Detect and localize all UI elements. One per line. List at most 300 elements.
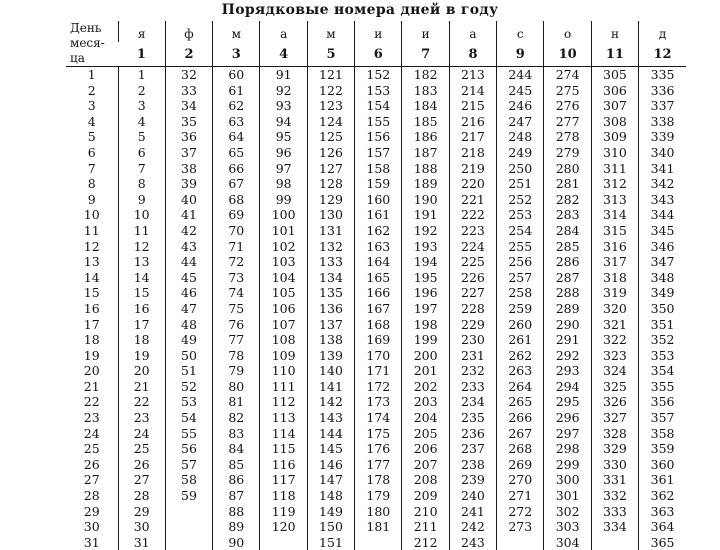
day-number-cell: 264 xyxy=(497,379,544,395)
day-number-cell: 231 xyxy=(449,348,496,364)
day-number-cell: 216 xyxy=(449,114,496,130)
day-number-cell: 12 xyxy=(118,239,165,255)
day-number-cell: 301 xyxy=(544,488,591,504)
day-number-cell: 327 xyxy=(591,410,638,426)
day-number-cell: 66 xyxy=(213,161,260,177)
day-number-cell: 126 xyxy=(307,145,354,161)
day-number-cell: 315 xyxy=(591,223,638,239)
day-of-month-cell: 7 xyxy=(66,161,118,177)
day-of-month-cell: 14 xyxy=(66,270,118,286)
month-letter: и xyxy=(402,21,449,42)
day-number-cell: 325 xyxy=(591,379,638,395)
day-number-cell: 141 xyxy=(307,379,354,395)
day-number-cell: 129 xyxy=(307,192,354,208)
day-number-cell: 336 xyxy=(639,83,686,99)
day-number-cell: 148 xyxy=(307,488,354,504)
day-number-cell: 252 xyxy=(497,192,544,208)
day-number-cell: 88 xyxy=(213,504,260,520)
day-number-cell: 31 xyxy=(118,535,165,550)
day-number-cell: 334 xyxy=(591,519,638,535)
day-number-cell: 287 xyxy=(544,270,591,286)
day-number-cell: 269 xyxy=(497,457,544,473)
day-number-cell: 358 xyxy=(639,426,686,442)
day-number-cell: 97 xyxy=(260,161,307,177)
day-number-cell: 226 xyxy=(449,270,496,286)
day-number-cell: 282 xyxy=(544,192,591,208)
day-number-cell: 363 xyxy=(639,504,686,520)
day-number-cell xyxy=(165,535,212,550)
day-number-cell: 8 xyxy=(118,176,165,192)
day-number-cell: 211 xyxy=(402,519,449,535)
day-number-cell: 98 xyxy=(260,176,307,192)
day-number-cell: 265 xyxy=(497,394,544,410)
day-number-cell: 330 xyxy=(591,457,638,473)
day-number-cell: 202 xyxy=(402,379,449,395)
day-number-cell: 101 xyxy=(260,223,307,239)
day-number-cell: 304 xyxy=(544,535,591,550)
day-of-month-cell: 6 xyxy=(66,145,118,161)
day-number-cell: 26 xyxy=(118,457,165,473)
day-number-cell: 191 xyxy=(402,207,449,223)
day-number-cell: 82 xyxy=(213,410,260,426)
day-number-cell: 267 xyxy=(497,426,544,442)
day-number-cell: 300 xyxy=(544,472,591,488)
day-number-cell: 27 xyxy=(118,472,165,488)
month-letter: и xyxy=(355,21,402,42)
day-number-cell: 203 xyxy=(402,394,449,410)
day-number-cell: 228 xyxy=(449,301,496,317)
day-number-cell: 120 xyxy=(260,519,307,535)
header-row-letters xyxy=(66,21,686,42)
day-number-cell: 189 xyxy=(402,176,449,192)
month-number: 8 xyxy=(449,42,496,67)
day-number-cell: 260 xyxy=(497,317,544,333)
day-number-cell: 119 xyxy=(260,504,307,520)
day-of-month-cell: 20 xyxy=(66,363,118,379)
day-number-cell: 149 xyxy=(307,504,354,520)
day-number-cell: 364 xyxy=(639,519,686,535)
day-number-cell: 153 xyxy=(355,83,402,99)
day-number-cell: 200 xyxy=(402,348,449,364)
month-letter: а xyxy=(260,21,307,42)
day-number-cell: 135 xyxy=(307,285,354,301)
day-number-cell: 130 xyxy=(307,207,354,223)
day-number-cell: 258 xyxy=(497,285,544,301)
day-of-month-cell: 15 xyxy=(66,285,118,301)
day-number-cell: 124 xyxy=(307,114,354,130)
day-number-cell: 77 xyxy=(213,332,260,348)
day-number-cell: 41 xyxy=(165,207,212,223)
day-of-month-cell: 18 xyxy=(66,332,118,348)
day-number-cell: 22 xyxy=(118,394,165,410)
day-number-cell: 154 xyxy=(355,98,402,114)
day-number-cell: 281 xyxy=(544,176,591,192)
header-row-numbers xyxy=(66,42,686,67)
day-number-cell: 243 xyxy=(449,535,496,550)
table-row xyxy=(66,223,686,239)
day-number-cell: 165 xyxy=(355,270,402,286)
day-number-cell: 213 xyxy=(449,67,496,83)
day-number-cell: 344 xyxy=(639,207,686,223)
day-number-cell: 355 xyxy=(639,379,686,395)
day-of-month-cell: 16 xyxy=(66,301,118,317)
table-row xyxy=(66,410,686,426)
day-number-cell: 69 xyxy=(213,207,260,223)
day-number-cell: 230 xyxy=(449,332,496,348)
day-number-cell: 68 xyxy=(213,192,260,208)
day-number-cell xyxy=(165,519,212,535)
day-number-cell: 240 xyxy=(449,488,496,504)
day-number-cell: 81 xyxy=(213,394,260,410)
day-number-cell: 210 xyxy=(402,504,449,520)
day-number-cell: 299 xyxy=(544,457,591,473)
day-number-cell: 6 xyxy=(118,145,165,161)
day-number-cell: 262 xyxy=(497,348,544,364)
day-of-month-cell: 8 xyxy=(66,176,118,192)
day-number-cell: 16 xyxy=(118,301,165,317)
day-number-cell xyxy=(591,535,638,550)
day-number-cell: 318 xyxy=(591,270,638,286)
day-number-cell: 311 xyxy=(591,161,638,177)
day-number-cell: 67 xyxy=(213,176,260,192)
day-number-cell: 356 xyxy=(639,394,686,410)
day-number-cell: 103 xyxy=(260,254,307,270)
day-number-cell: 65 xyxy=(213,145,260,161)
day-number-cell: 58 xyxy=(165,472,212,488)
day-number-cell: 151 xyxy=(307,535,354,550)
day-number-cell: 184 xyxy=(402,98,449,114)
month-number: 2 xyxy=(165,42,212,67)
day-number-cell: 329 xyxy=(591,441,638,457)
day-number-cell: 2 xyxy=(118,83,165,99)
day-number-cell: 4 xyxy=(118,114,165,130)
table-row xyxy=(66,285,686,301)
corner-header: День меся-ца xyxy=(66,21,118,67)
day-number-cell: 313 xyxy=(591,192,638,208)
day-number-cell: 286 xyxy=(544,254,591,270)
day-number-cell: 308 xyxy=(591,114,638,130)
day-number-cell: 43 xyxy=(165,239,212,255)
day-of-month-cell: 10 xyxy=(66,207,118,223)
day-number-cell: 59 xyxy=(165,488,212,504)
day-number-cell: 14 xyxy=(118,270,165,286)
day-of-month-cell: 5 xyxy=(66,129,118,145)
day-number-cell: 190 xyxy=(402,192,449,208)
day-number-cell: 275 xyxy=(544,83,591,99)
day-number-cell: 198 xyxy=(402,317,449,333)
day-number-cell: 204 xyxy=(402,410,449,426)
day-number-cell: 118 xyxy=(260,488,307,504)
day-number-cell: 83 xyxy=(213,426,260,442)
month-number: 10 xyxy=(544,42,591,67)
day-number-cell: 54 xyxy=(165,410,212,426)
day-number-cell: 338 xyxy=(639,114,686,130)
month-number: 12 xyxy=(639,42,686,67)
day-number-cell: 140 xyxy=(307,363,354,379)
day-number-cell: 35 xyxy=(165,114,212,130)
table-row xyxy=(66,535,686,550)
day-number-cell: 109 xyxy=(260,348,307,364)
day-number-cell: 326 xyxy=(591,394,638,410)
day-number-cell: 283 xyxy=(544,207,591,223)
day-number-cell: 9 xyxy=(118,192,165,208)
day-number-cell: 353 xyxy=(639,348,686,364)
day-number-cell: 279 xyxy=(544,145,591,161)
day-number-cell: 256 xyxy=(497,254,544,270)
day-number-cell: 352 xyxy=(639,332,686,348)
day-number-cell: 296 xyxy=(544,410,591,426)
day-number-cell: 144 xyxy=(307,426,354,442)
day-number-cell: 247 xyxy=(497,114,544,130)
day-number-cell: 125 xyxy=(307,129,354,145)
day-number-cell: 237 xyxy=(449,441,496,457)
day-number-cell: 182 xyxy=(402,67,449,83)
day-number-cell: 332 xyxy=(591,488,638,504)
table-row xyxy=(66,363,686,379)
day-number-cell: 139 xyxy=(307,348,354,364)
day-number-cell: 11 xyxy=(118,223,165,239)
day-number-cell: 298 xyxy=(544,441,591,457)
day-number-cell: 193 xyxy=(402,239,449,255)
table-row xyxy=(66,98,686,114)
table-row xyxy=(66,239,686,255)
table-row xyxy=(66,176,686,192)
day-number-cell: 312 xyxy=(591,176,638,192)
table-row xyxy=(66,145,686,161)
day-number-cell: 295 xyxy=(544,394,591,410)
day-number-cell: 107 xyxy=(260,317,307,333)
day-number-cell: 276 xyxy=(544,98,591,114)
day-number-cell: 20 xyxy=(118,363,165,379)
day-number-cell: 208 xyxy=(402,472,449,488)
day-number-cell: 289 xyxy=(544,301,591,317)
table-row xyxy=(66,192,686,208)
day-number-cell: 49 xyxy=(165,332,212,348)
day-number-cell: 64 xyxy=(213,129,260,145)
day-number-cell: 245 xyxy=(497,83,544,99)
day-of-month-cell: 17 xyxy=(66,317,118,333)
day-number-cell: 158 xyxy=(355,161,402,177)
day-of-month-cell: 27 xyxy=(66,472,118,488)
day-number-cell: 297 xyxy=(544,426,591,442)
day-number-cell: 34 xyxy=(165,98,212,114)
day-number-cell: 263 xyxy=(497,363,544,379)
day-number-cell: 322 xyxy=(591,332,638,348)
day-number-cell: 108 xyxy=(260,332,307,348)
day-number-cell: 192 xyxy=(402,223,449,239)
day-number-cell: 225 xyxy=(449,254,496,270)
day-number-cell: 246 xyxy=(497,98,544,114)
day-number-cell: 23 xyxy=(118,410,165,426)
day-number-cell: 234 xyxy=(449,394,496,410)
day-number-cell: 360 xyxy=(639,457,686,473)
month-number: 7 xyxy=(402,42,449,67)
month-letter: м xyxy=(307,21,354,42)
day-of-month-cell: 13 xyxy=(66,254,118,270)
day-number-cell: 110 xyxy=(260,363,307,379)
day-number-cell: 164 xyxy=(355,254,402,270)
day-of-month-cell: 31 xyxy=(66,535,118,550)
month-letter: н xyxy=(591,21,638,42)
day-number-cell: 80 xyxy=(213,379,260,395)
day-number-cell: 45 xyxy=(165,270,212,286)
day-number-cell: 207 xyxy=(402,457,449,473)
day-number-cell: 13 xyxy=(118,254,165,270)
day-number-cell: 324 xyxy=(591,363,638,379)
day-number-cell: 232 xyxy=(449,363,496,379)
day-number-cell: 277 xyxy=(544,114,591,130)
day-number-cell: 162 xyxy=(355,223,402,239)
table-row xyxy=(66,488,686,504)
table-row xyxy=(66,504,686,520)
day-number-cell: 288 xyxy=(544,285,591,301)
day-number-cell: 206 xyxy=(402,441,449,457)
day-number-cell: 99 xyxy=(260,192,307,208)
month-letter: я xyxy=(118,21,165,42)
day-number-cell: 285 xyxy=(544,239,591,255)
day-number-cell: 106 xyxy=(260,301,307,317)
day-number-cell: 36 xyxy=(165,129,212,145)
day-of-month-cell: 3 xyxy=(66,98,118,114)
day-number-cell: 172 xyxy=(355,379,402,395)
day-number-cell: 177 xyxy=(355,457,402,473)
day-number-cell: 112 xyxy=(260,394,307,410)
day-number-cell: 291 xyxy=(544,332,591,348)
day-number-cell: 233 xyxy=(449,379,496,395)
day-number-cell: 253 xyxy=(497,207,544,223)
day-number-cell: 115 xyxy=(260,441,307,457)
day-number-cell: 157 xyxy=(355,145,402,161)
day-number-cell: 30 xyxy=(118,519,165,535)
page-title: Порядковые номера дней в году xyxy=(0,2,720,18)
day-number-cell: 168 xyxy=(355,317,402,333)
day-number-cell: 55 xyxy=(165,426,212,442)
table-row xyxy=(66,519,686,535)
day-number-cell: 197 xyxy=(402,301,449,317)
day-number-cell: 52 xyxy=(165,379,212,395)
day-number-cell: 340 xyxy=(639,145,686,161)
day-number-cell: 321 xyxy=(591,317,638,333)
day-number-cell: 316 xyxy=(591,239,638,255)
month-letter: д xyxy=(639,21,686,42)
day-number-cell: 73 xyxy=(213,270,260,286)
day-number-cell: 91 xyxy=(260,67,307,83)
day-number-cell: 155 xyxy=(355,114,402,130)
day-of-month-cell: 9 xyxy=(66,192,118,208)
day-number-cell: 152 xyxy=(355,67,402,83)
day-number-cell: 348 xyxy=(639,270,686,286)
day-number-cell: 337 xyxy=(639,98,686,114)
day-number-table xyxy=(66,21,686,550)
day-number-cell: 209 xyxy=(402,488,449,504)
day-number-cell: 166 xyxy=(355,285,402,301)
day-number-cell xyxy=(497,535,544,550)
day-of-month-cell: 1 xyxy=(66,67,118,83)
day-number-cell: 179 xyxy=(355,488,402,504)
day-number-cell: 274 xyxy=(544,67,591,83)
day-number-cell: 303 xyxy=(544,519,591,535)
day-number-cell: 309 xyxy=(591,129,638,145)
month-letter: о xyxy=(544,21,591,42)
day-number-cell: 61 xyxy=(213,83,260,99)
day-number-cell: 71 xyxy=(213,239,260,255)
day-number-cell: 167 xyxy=(355,301,402,317)
table-row xyxy=(66,114,686,130)
day-number-cell: 341 xyxy=(639,161,686,177)
day-number-cell: 127 xyxy=(307,161,354,177)
day-number-cell: 114 xyxy=(260,426,307,442)
day-number-cell: 19 xyxy=(118,348,165,364)
day-number-cell: 186 xyxy=(402,129,449,145)
day-number-cell: 290 xyxy=(544,317,591,333)
day-number-cell: 302 xyxy=(544,504,591,520)
day-number-cell: 72 xyxy=(213,254,260,270)
day-number-cell: 84 xyxy=(213,441,260,457)
day-of-month-cell: 30 xyxy=(66,519,118,535)
day-number-cell: 268 xyxy=(497,441,544,457)
day-number-cell: 350 xyxy=(639,301,686,317)
day-number-cell: 145 xyxy=(307,441,354,457)
day-number-cell: 178 xyxy=(355,472,402,488)
table-row xyxy=(66,348,686,364)
day-number-cell: 270 xyxy=(497,472,544,488)
day-number-cell: 38 xyxy=(165,161,212,177)
day-number-cell: 328 xyxy=(591,426,638,442)
month-letter: а xyxy=(449,21,496,42)
day-number-cell: 40 xyxy=(165,192,212,208)
day-number-cell: 333 xyxy=(591,504,638,520)
day-number-cell: 146 xyxy=(307,457,354,473)
day-number-cell: 131 xyxy=(307,223,354,239)
day-number-cell: 185 xyxy=(402,114,449,130)
day-number-cell: 215 xyxy=(449,98,496,114)
day-number-cell: 117 xyxy=(260,472,307,488)
day-number-cell: 305 xyxy=(591,67,638,83)
day-number-cell: 175 xyxy=(355,426,402,442)
day-number-cell: 244 xyxy=(497,67,544,83)
day-of-month-cell: 12 xyxy=(66,239,118,255)
day-number-cell: 132 xyxy=(307,239,354,255)
day-number-cell: 347 xyxy=(639,254,686,270)
day-number-cell: 28 xyxy=(118,488,165,504)
day-number-cell: 219 xyxy=(449,161,496,177)
day-number-cell: 176 xyxy=(355,441,402,457)
day-number-cell: 359 xyxy=(639,441,686,457)
day-number-cell: 280 xyxy=(544,161,591,177)
day-of-month-cell: 25 xyxy=(66,441,118,457)
day-number-cell xyxy=(260,535,307,550)
day-number-cell: 21 xyxy=(118,379,165,395)
day-number-cell: 48 xyxy=(165,317,212,333)
day-number-cell: 46 xyxy=(165,285,212,301)
table-body xyxy=(66,67,686,550)
day-number-cell: 128 xyxy=(307,176,354,192)
day-number-cell: 205 xyxy=(402,426,449,442)
month-letter: ф xyxy=(165,21,212,42)
day-number-cell: 323 xyxy=(591,348,638,364)
table-row xyxy=(66,67,686,83)
day-of-month-cell: 4 xyxy=(66,114,118,130)
table-row xyxy=(66,129,686,145)
table-row xyxy=(66,426,686,442)
day-number-cell: 51 xyxy=(165,363,212,379)
day-number-cell: 196 xyxy=(402,285,449,301)
day-of-month-cell: 26 xyxy=(66,457,118,473)
table-row xyxy=(66,207,686,223)
day-number-cell: 331 xyxy=(591,472,638,488)
day-number-cell: 195 xyxy=(402,270,449,286)
day-number-cell: 96 xyxy=(260,145,307,161)
